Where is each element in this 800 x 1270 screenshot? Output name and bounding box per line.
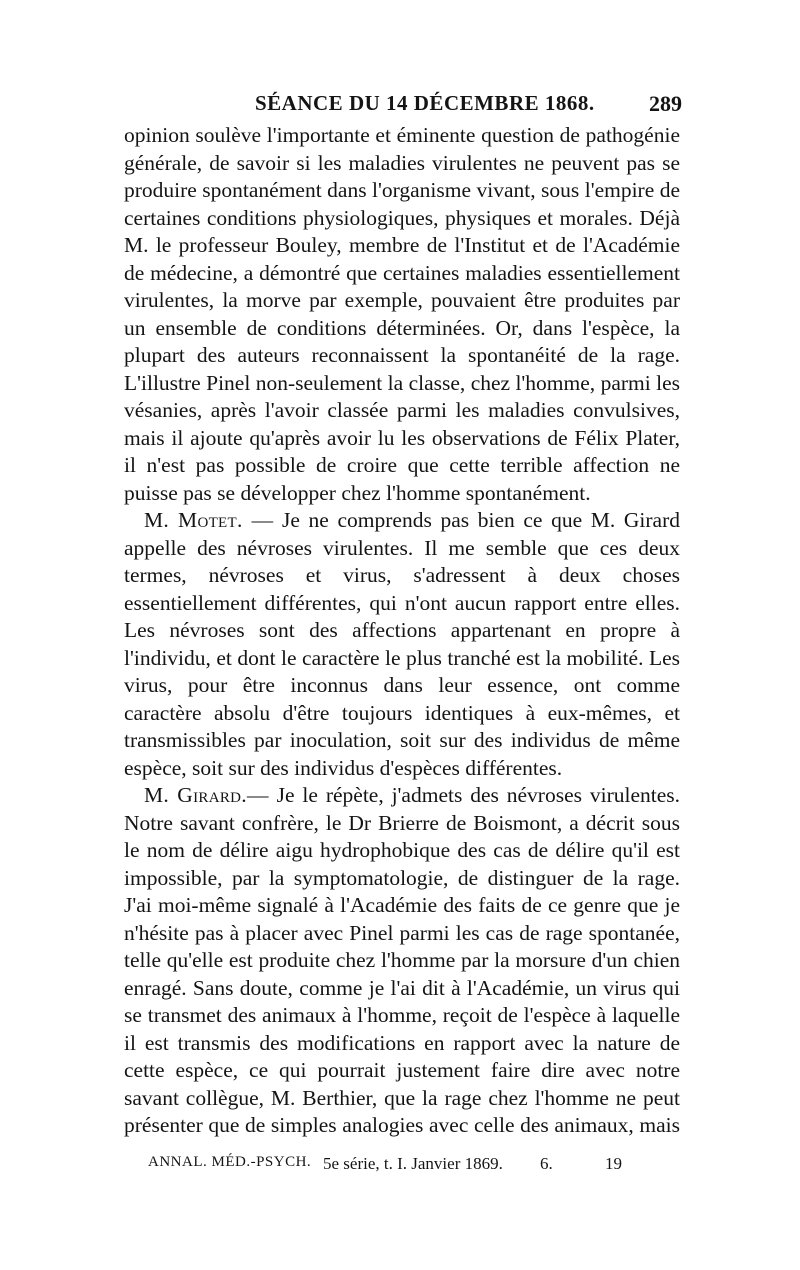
page-number: 289 [649, 91, 682, 116]
paragraph-text: Je le répète, j'admets des névroses virulentes. Notre savant confrère, le Dr Brierre de Boismont, a décrit sous le nom de délire aigu hydrophobique des cas de délire qu'il est impossible, par la symptomatologie, de distinguer de la rage. J'ai moi-même signalé à l'Académie des faits de ce genre que je n'hésite pas à placer avec Pinel parmi les cas de rage spontanée, telle qu'elle est produite chez l'homme par la morsure d'un chien enragé. Sans doute, comme je l'ai dit à l'Académie, un virus qui se transmet des animaux à l'homme, reçoit de l'espèce à laquelle il est transmis des modifications en rapport avec la nature de cette espèce, ce qui pourrait justement faire dire avec notre savant collègue, M. Berthier, que la rage chez l'homme ne peut présenter que de simples analogies avec celle des animaux, mais [124, 783, 680, 1137]
footer-sheet: 19 [605, 1154, 622, 1173]
footer-series: 5e série, t. I. Janvier 1869. [323, 1154, 503, 1173]
footer-signature: 6. [540, 1154, 553, 1173]
running-head: SÉANCE DU 14 DÉCEMBRE 1868. [255, 91, 595, 115]
speaker-motet: M. Motet. — [144, 508, 274, 532]
paragraph-continuation [124, 122, 680, 507]
paragraph-motet [124, 507, 680, 782]
speaker-girard: M. Girard.— [144, 783, 269, 807]
page-footer [148, 1154, 688, 1178]
paragraph-girard [124, 782, 680, 1142]
body-text [124, 122, 680, 1142]
footer-journal: ANNAL. MÉD.-PSYCH. [148, 1154, 312, 1170]
page-header [125, 91, 682, 121]
paragraph-text: opinion soulève l'importante et éminente question de pathogénie générale, de savoir si les maladies virulentes ne peuvent pas se produire spontanément dans l'organisme vivant, sous l'empire de certaines conditions physiologiques, physiques et morales. Déjà M. le professeur Bouley, membre de l'Institut et de l'Académie de médecine, a démontré que certaines maladies essentiellement virulentes, la morve par exemple, pouvaient être produites par un ensemble de conditions déterminées. Or, dans l'espèce, la plupart des auteurs reconnaissent la spontanéité de la rage. L'illustre Pinel non-seulement la classe, chez l'homme, parmi les vésanies, après l'avoir classée parmi les maladies convulsives, mais il ajoute qu'après avoir lu les observations de Félix Plater, il n'est pas possible de croire que cette terrible affection ne puisse pas se développer chez l'homme spontanément. [124, 123, 680, 505]
paragraph-text: Je ne comprends pas bien ce que M. Girard appelle des névroses virulentes. Il me semble que ces deux termes, névroses et virus, s'adressent à deux choses essentiellement différentes, qui n'ont aucun rapport entre elles. Les névroses sont des affections appartenant en propre à l'individu, et dont le caractère le plus tranché est la mobilité. Les virus, pour être inconnus dans leur essence, ont comme caractère absolu d'être toujours identiques à eux-mêmes, et transmissibles par inoculation, soit sur des individus de même espèce, soit sur des individus d'espèces différentes. [124, 508, 680, 780]
